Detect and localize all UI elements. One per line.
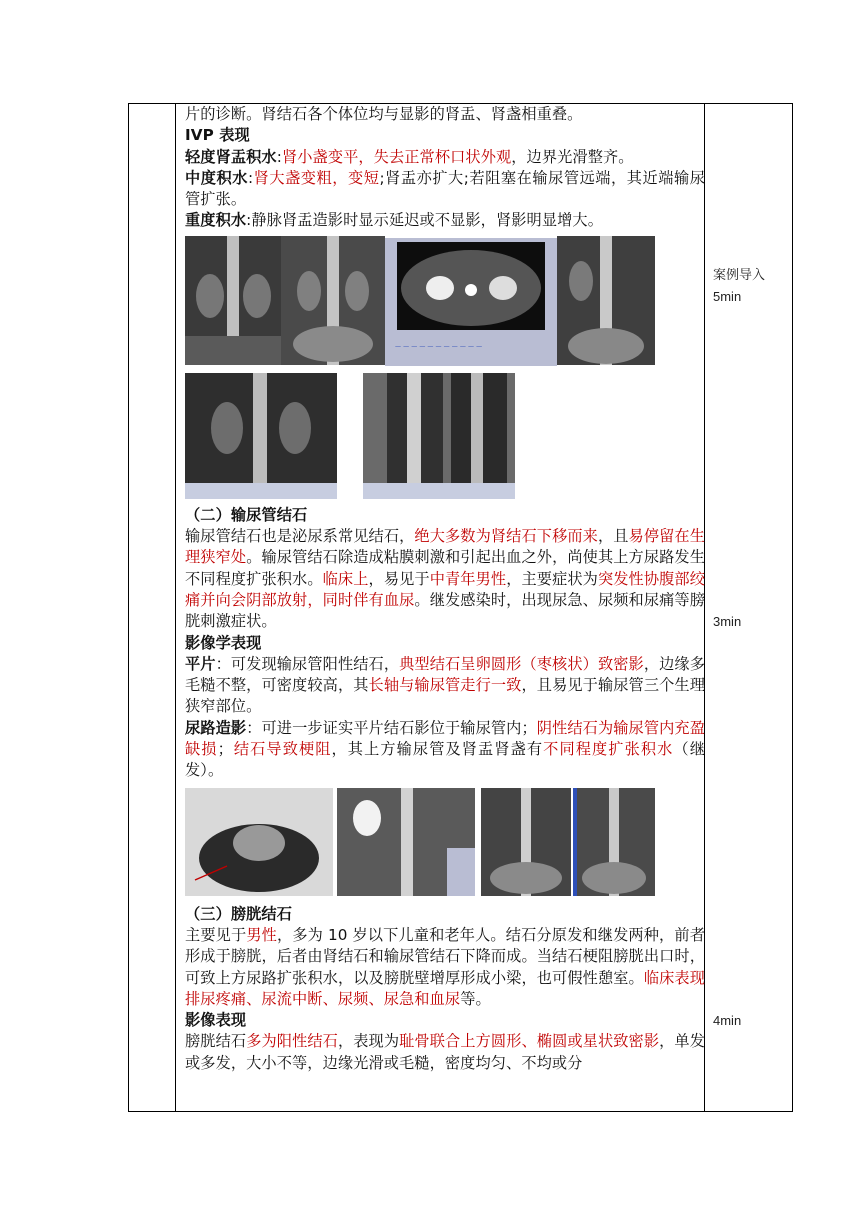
text: ，且 — [597, 527, 629, 546]
text: :静脉肾盂造影时显示延迟或不显影，肾影明显增大。 — [246, 211, 603, 230]
text: ； — [217, 740, 233, 759]
highlight-text: 易停留在生理狭窄处 — [185, 527, 706, 567]
paragraph: 中度积水:肾大盏变粗，变短;肾盂亦扩大;若阻塞在输尿管远端，其近端输尿管扩张。 — [185, 168, 705, 209]
text: 等。 — [460, 989, 491, 1008]
text: ，易见于 — [368, 569, 430, 588]
content-cell — [185, 104, 705, 1074]
section-heading: IVP 表现 — [185, 126, 250, 145]
term-label: 中度积水 — [185, 168, 248, 187]
text: 主要见于 — [185, 925, 247, 944]
text: 输尿管结石也是泌尿系常见结石， — [185, 527, 415, 546]
time-note — [713, 611, 741, 633]
image-row-1 — [185, 236, 705, 369]
ct-image — [385, 238, 557, 366]
highlight-text: 多为阳性结石 — [246, 1032, 338, 1051]
text: ，表现为 — [337, 1032, 400, 1051]
xray-image — [363, 373, 515, 499]
time-label: 案例导入 — [713, 267, 766, 282]
paragraph — [185, 1031, 705, 1074]
paragraph — [185, 526, 705, 632]
image-caption: — — — — — — — — — — — — [395, 343, 483, 351]
highlight-text: 阴性结石为输尿管内充盈缺损 — [185, 718, 705, 759]
paragraph: 轻度肾盂积水:肾小盏变平，失去正常杯口状外观，边界光滑整齐。 — [185, 147, 634, 166]
xray-image — [281, 236, 385, 365]
image-row-2 — [185, 373, 705, 499]
paragraph — [185, 654, 705, 718]
paragraph — [185, 925, 705, 1010]
text: 。输尿管结石除造成粘膜刺激和引起出血之外，尚使其上方尿路发生不同程度扩张积水。 — [185, 548, 706, 588]
xray-image — [481, 788, 571, 896]
highlight-text: 耻骨联合上方圆形、椭圆或星状致密影 — [399, 1032, 660, 1051]
xray-image — [185, 236, 281, 365]
highlight-text: 临床上 — [322, 569, 369, 588]
term-label: 平片 — [185, 654, 216, 673]
xray-image — [185, 788, 333, 896]
text: ：可发现输尿管阳性结石， — [215, 654, 400, 673]
text: ，且易见于输尿管三个生理狭窄部位。 — [185, 676, 706, 716]
time-note — [713, 1010, 741, 1032]
paragraph — [185, 210, 705, 231]
section-heading: （三）膀胱结石 — [185, 904, 293, 923]
term-label: 尿路造影 — [185, 718, 247, 737]
text: ，主要症状为 — [506, 569, 598, 588]
highlight-text: 不同程度扩张积水 — [543, 740, 674, 759]
text: ：可进一步证实平片结石影位于输尿管内； — [246, 718, 537, 737]
text: ，单发或多发，大小不等，边缘光滑或毛糙，密度均匀、不均或分 — [185, 1032, 705, 1072]
text: ;肾盂亦扩大;若阻塞在输尿管远端，其近端输尿管扩张。 — [185, 168, 705, 209]
section-heading: 影像学表现 — [185, 633, 262, 652]
highlight-text: 中青年男性 — [429, 569, 507, 588]
highlight-text: 绝大多数为肾结石下移而来 — [414, 527, 598, 546]
xray-image — [573, 788, 655, 896]
paragraph — [185, 718, 705, 782]
highlight-text: 肾大盏变粗，变短 — [253, 168, 380, 187]
text: ，多为 10 岁以下儿童和老年人。结石分原发和继发两种，前者形成于膀胱，后者由肾结石和输尿管结石下降而成。当结石梗阻膀胱出口时，可致上方尿路扩张积水，以及膀胱壁增厚形成小梁，也可假性憩室。 — [185, 925, 706, 987]
highlight-text: 临床表现排尿疼痛、尿流中断、尿频、尿急和血尿 — [185, 968, 705, 1008]
section-heading: 影像表现 — [185, 1011, 247, 1030]
time-value: 5min — [713, 289, 742, 304]
highlight-text: 结石导致梗阻 — [232, 740, 332, 759]
time-value: 4min — [713, 1013, 742, 1028]
section-heading: （二）输尿管结石 — [185, 505, 308, 524]
time-note — [713, 264, 765, 308]
highlight-text: 男性 — [246, 925, 277, 944]
time-value: 3min — [713, 614, 742, 629]
term-label: 轻度肾盂积水 — [185, 147, 277, 166]
term-label: 重度积水 — [185, 211, 247, 230]
text-line: 片的诊断。肾结石各个体位均与显影的肾盂、肾盏相重叠。 — [185, 105, 583, 123]
highlight-text: 典型结石呈卵圆形（枣核状）致密影 — [399, 654, 644, 673]
text: （继发）。 — [185, 740, 705, 780]
highlight-text: 长轴与输尿管走行一致 — [368, 676, 522, 695]
text: 。继发感染时，出现尿急、尿频和尿痛等膀胱刺激症状。 — [185, 590, 706, 631]
highlight-text: 突发性协腹部绞痛并向会阴部放射，同时伴有血尿 — [185, 569, 705, 609]
lesson-table — [128, 103, 793, 1112]
image-row-3 — [185, 788, 705, 898]
text: 膀胱结石 — [185, 1032, 247, 1051]
table-col-divider — [175, 104, 176, 1111]
highlight-text: 肾小盏变平，失去正常杯口状外观 — [281, 147, 512, 166]
text: ，边界光滑整齐。 — [511, 147, 634, 166]
text: ，其上方输尿管及肾盂肾盏有 — [331, 740, 544, 759]
xray-image — [185, 373, 337, 499]
xray-image — [337, 788, 475, 896]
text: ，边缘多毛糙不整，可密度较高，其 — [185, 654, 705, 695]
xray-image — [557, 236, 655, 365]
